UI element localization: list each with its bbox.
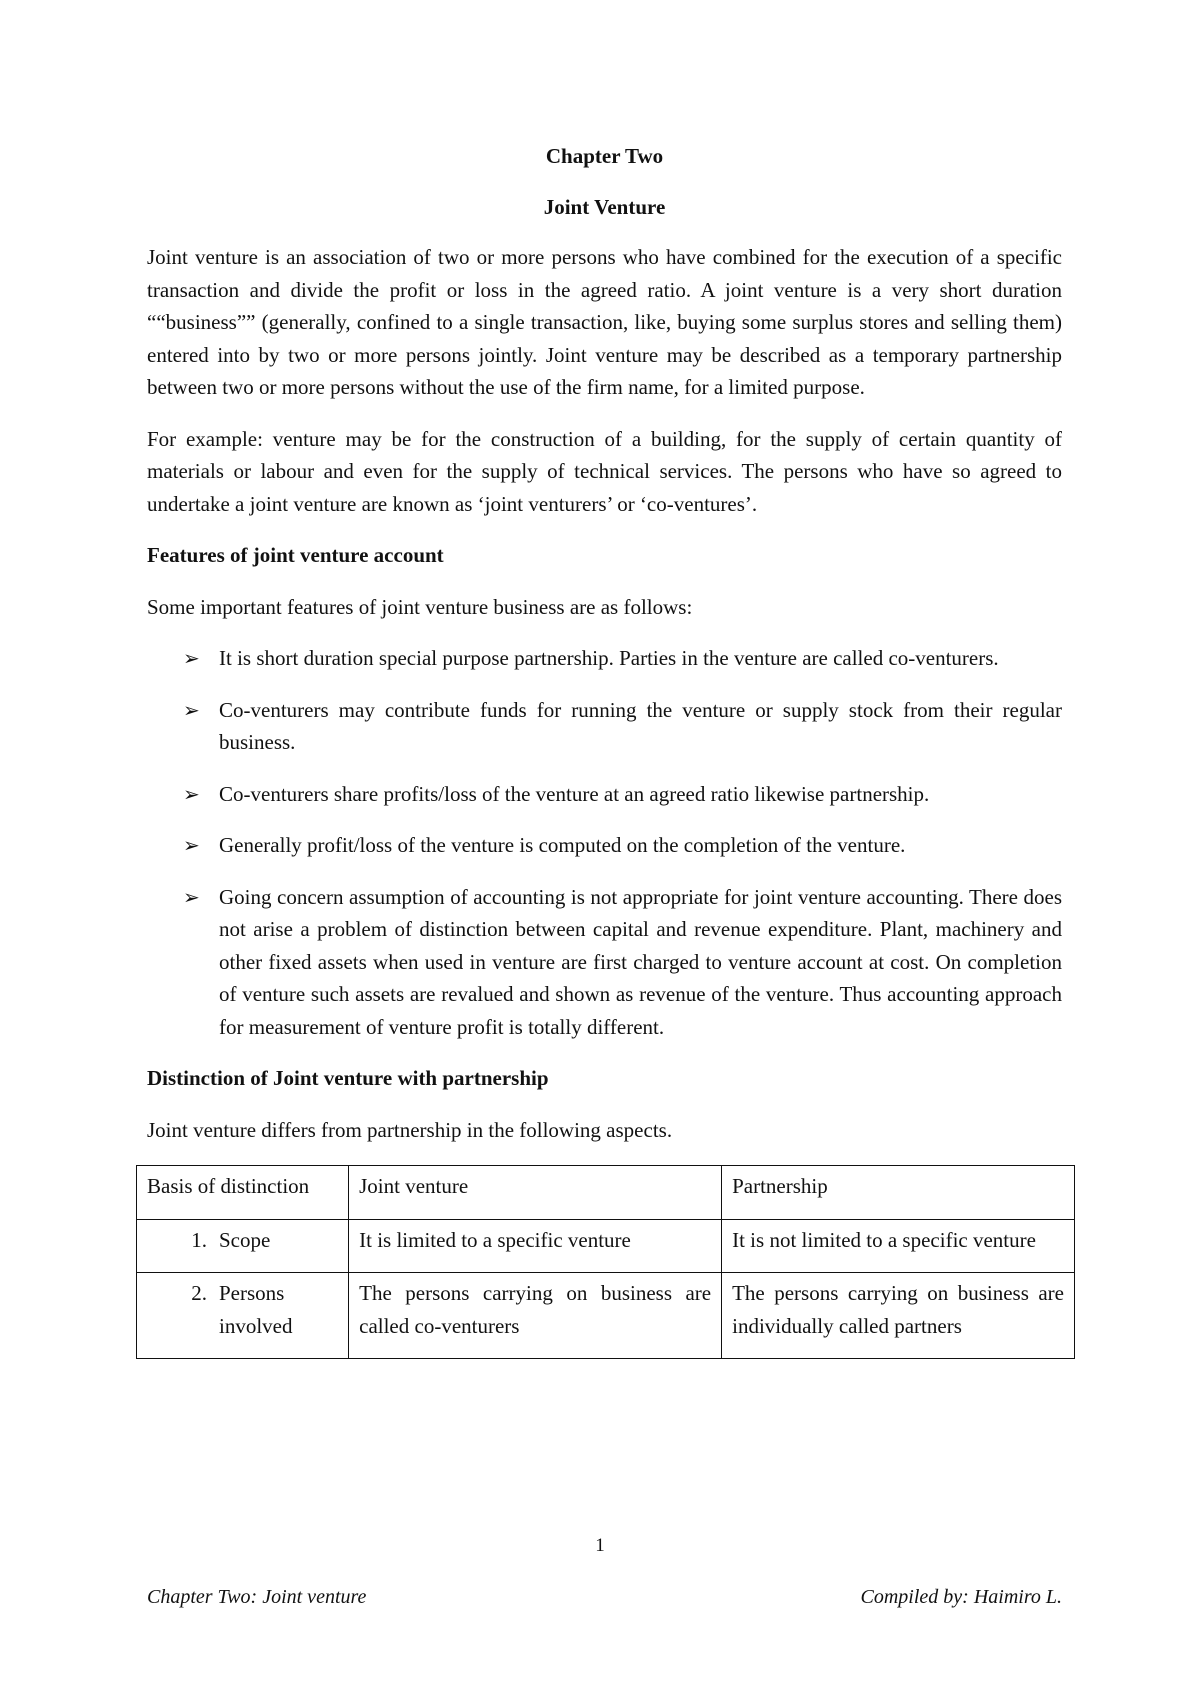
header-joint-venture: Joint venture [349,1166,722,1220]
page-footer [147,1586,1062,1609]
document-title: Joint Venture [543,194,666,219]
table-row [137,1219,1075,1273]
example-paragraph: For example: venture may be for the construction of a building, for the supply of certain quantity of materials or labour and even for the supply of technical services. The persons who have so agreed to undertake a joint venture are known as ‘joint venturers’ or ‘co-ventures’. [147,426,1062,516]
features-heading: Features of joint venture account [147,543,444,567]
feature-text: It is short duration special purpose partnership. Parties in the venture are called co-venturers. [219,646,999,670]
chapter-title: Chapter Two [545,144,664,168]
arrow-bullet-icon: ➢ [183,781,200,806]
footer-compiled-by: Compiled by: Haimiro L. [860,1586,1062,1608]
basis-cell [137,1273,349,1359]
arrow-bullet-icon: ➢ [183,884,200,909]
distinction-heading: Distinction of Joint venture with partnership [147,1066,549,1090]
partnership-cell: The persons carrying on business are individually called partners [722,1273,1075,1359]
list-item [147,829,1062,862]
distinction-intro: Joint venture differs from partnership in the following aspects. [147,1117,673,1142]
arrow-bullet-icon: ➢ [183,646,200,670]
joint-venture-cell: The persons carrying on business are called co-venturers [349,1273,722,1359]
basis-cell [137,1219,349,1273]
distinction-table [136,1165,1075,1359]
list-item [147,778,1062,811]
intro-paragraph: Joint venture is an association of two or more persons who have combined for the execution of a specific transaction and divide the profit or loss in the agreed ratio. A joint venture is a very short duration ““business”” (generally, confined to a single transaction, like, buying some surplus stores and selling them) entered into by two or more persons jointly. Joint venture may be described as a temporary partnership between two or more persons without the use of the firm name, for a limited purpose. [147,245,1062,399]
feature-text: Co-venturers may contribute funds for running the venture or supply stock from their regular business. [219,697,1062,754]
list-item [147,694,1062,759]
basis-label: Persons involved [219,1281,293,1338]
features-list [147,642,1062,1043]
features-intro: Some important features of joint venture business are as follows: [147,594,693,619]
list-item [147,881,1062,1044]
page-content [147,140,1062,1359]
arrow-bullet-icon: ➢ [183,697,200,722]
header-basis: Basis of distinction [137,1166,349,1220]
partnership-cell: It is not limited to a specific venture [722,1219,1075,1273]
row-number: 2. [191,1281,207,1305]
feature-text: Co-venturers share profits/loss of the venture at an agreed ratio likewise partnership. [219,781,930,806]
joint-venture-cell: It is limited to a specific venture [349,1219,722,1273]
footer-chapter: Chapter Two: Joint venture [147,1586,367,1608]
basis-label: Scope [219,1227,271,1252]
arrow-bullet-icon: ➢ [183,833,200,857]
list-item [147,642,1062,675]
feature-text: Going concern assumption of accounting is not appropriate for joint venture accounting. There does not arise a problem of distinction between capital and revenue expenditure. Plant, machinery and other fixed assets when used in venture are first charged to venture account at cost. On completion of venture such assets are revalued and shown as revenue of the venture. Thus accounting approach for measurement of venture profit is totally different. [219,884,1062,1039]
feature-text: Generally profit/loss of the venture is computed on the completion of the venture. [219,833,906,857]
header-partnership: Partnership [722,1166,1075,1220]
row-number: 1. [191,1227,207,1252]
table-row [137,1273,1075,1359]
table-header-row [137,1166,1075,1220]
page-number: 1 [595,1535,605,1556]
